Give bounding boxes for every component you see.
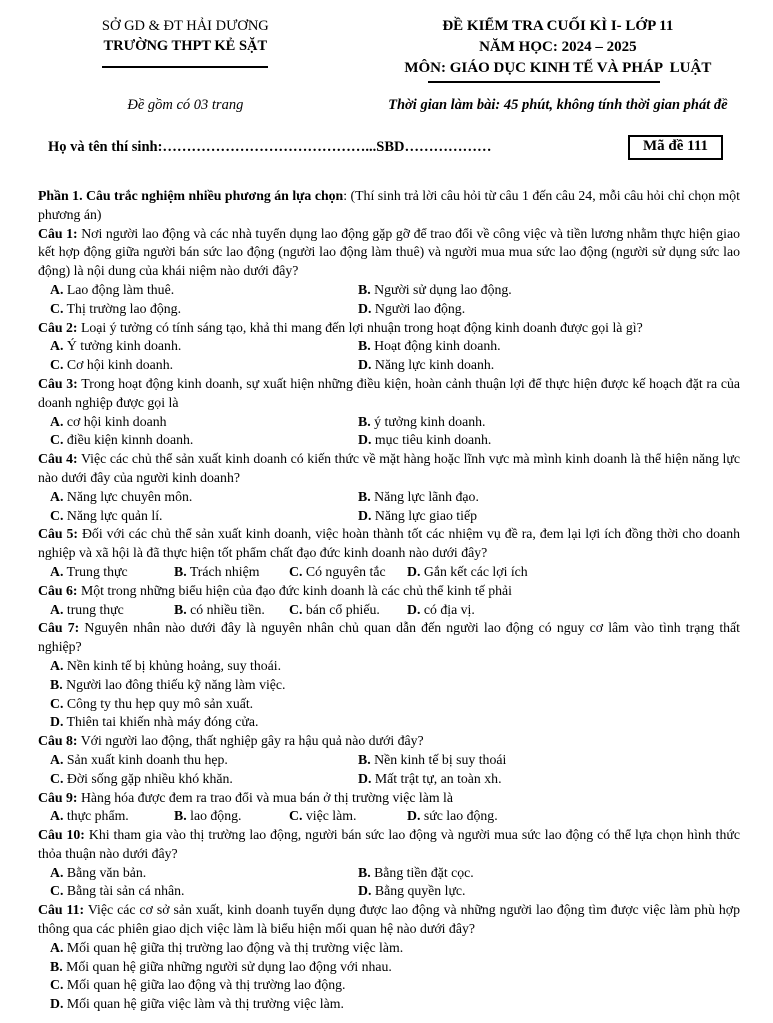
header-right-block xyxy=(357,16,759,83)
option-text: Người sử dụng lao động. xyxy=(374,281,512,297)
option-letter: B. xyxy=(358,751,371,767)
exam-body xyxy=(0,160,773,1014)
answer-options xyxy=(38,939,740,1014)
option-letter: B. xyxy=(358,413,371,429)
subject-line: MÔN: GIÁO DỤC KINH TẾ VÀ PHÁP LUẬT xyxy=(404,60,712,76)
option-letter: D. xyxy=(358,883,372,899)
option-text: Người lao đông thiếu kỹ năng làm việc. xyxy=(66,676,286,692)
option-text: Gắn kết các lợi ích xyxy=(423,563,528,579)
answer-options xyxy=(38,601,740,620)
answer-option xyxy=(358,337,740,356)
answer-option xyxy=(407,601,740,620)
option-letter: A. xyxy=(50,413,64,429)
option-text: Ý tưởng kinh doanh. xyxy=(66,338,182,354)
option-text: Mối quan hệ giữa lao động và thị trường lao động. xyxy=(66,977,346,993)
answer-option xyxy=(50,695,740,714)
answer-options xyxy=(38,563,740,582)
option-letter: D. xyxy=(407,808,421,824)
answer-option xyxy=(289,601,403,620)
option-text: Năng lực giao tiếp xyxy=(374,507,477,523)
question-paragraph xyxy=(38,732,740,751)
question-text: Trong hoạt động kinh doanh, sự xuất hiện những điều kiện, hoàn cảnh thuận lợi để thực hiện được kế hoạch đặt ra của doanh nghiệp được gọi là xyxy=(38,375,741,410)
option-text: Người lao động. xyxy=(374,300,466,316)
question xyxy=(38,375,740,450)
option-letter: D. xyxy=(407,563,421,579)
answer-option xyxy=(358,507,740,526)
option-letter: C. xyxy=(50,507,64,523)
answer-option xyxy=(50,413,354,432)
questions xyxy=(38,225,740,1014)
question xyxy=(38,225,740,319)
answer-option xyxy=(50,864,354,883)
option-text: Bằng tiền đặt cọc. xyxy=(374,864,474,880)
answer-option xyxy=(358,770,740,789)
sbd-label: SBD xyxy=(376,139,405,155)
header-divider-right xyxy=(428,81,660,83)
answer-option xyxy=(50,356,354,375)
option-letter: D. xyxy=(358,507,372,523)
answer-option xyxy=(50,281,354,300)
option-letter: A. xyxy=(50,864,64,880)
question-label: Câu 10: xyxy=(38,827,85,843)
option-letter: B. xyxy=(50,676,63,692)
option-letter: A. xyxy=(50,657,64,673)
option-letter: B. xyxy=(174,601,187,617)
question xyxy=(38,826,740,901)
answer-option xyxy=(50,563,170,582)
answer-option xyxy=(50,657,740,676)
question-label: Câu 9: xyxy=(38,789,78,805)
candidate-name-line xyxy=(48,139,492,156)
candidate-blank: ……………………………………... xyxy=(162,139,377,155)
option-letter: A. xyxy=(50,601,64,617)
option-text: Năng lực quản lí. xyxy=(66,507,163,523)
question xyxy=(38,789,740,827)
exam-title: ĐỀ KIỂM TRA CUỐI KÌ I- LỚP 11 xyxy=(442,18,674,34)
option-letter: D. xyxy=(358,357,372,373)
question-paragraph xyxy=(38,901,740,939)
option-text: sức lao động. xyxy=(423,808,498,824)
school-department: SỞ GD & ĐT HẢI DƯƠNG xyxy=(101,18,269,34)
option-letter: B. xyxy=(50,958,63,974)
option-letter: A. xyxy=(50,281,64,297)
option-letter: D. xyxy=(358,300,372,316)
answer-option xyxy=(50,882,354,901)
option-text: Có nguyên tắc xyxy=(305,563,386,579)
option-text: Nền kinh tế bị suy thoái xyxy=(374,751,507,767)
question-text: Một trong những biểu hiện của đạo đức kinh doanh là các chủ thể kinh tế phải xyxy=(80,582,512,598)
option-text: Mối quan hệ giữa thị trường lao động và thị trường việc làm. xyxy=(66,939,404,955)
answer-option xyxy=(50,939,740,958)
option-letter: B. xyxy=(358,281,371,297)
candidate-label: Họ và tên thí sinh: xyxy=(48,139,163,155)
option-letter: D. xyxy=(50,996,64,1012)
question-label: Câu 11: xyxy=(38,902,85,918)
answer-option xyxy=(50,601,170,620)
option-letter: C. xyxy=(50,977,64,993)
question xyxy=(38,525,740,581)
question xyxy=(38,732,740,788)
option-text: Thị trường lao động. xyxy=(66,300,182,316)
option-letter: C. xyxy=(50,695,64,711)
option-text: lao động. xyxy=(190,808,242,824)
option-text: Bằng tài sản cá nhân. xyxy=(66,883,185,899)
option-letter: C. xyxy=(50,357,64,373)
question-text: Với người lao động, thất nghiệp gây ra hậu quả nào dưới đây? xyxy=(80,733,424,749)
answer-option xyxy=(50,807,170,826)
answer-option xyxy=(50,300,354,319)
option-text: Đời sống gặp nhiều khó khăn. xyxy=(66,770,233,786)
question xyxy=(38,901,740,1014)
question-label: Câu 8: xyxy=(38,733,78,749)
option-text: có nhiều tiền. xyxy=(190,601,265,617)
question-paragraph xyxy=(38,582,740,601)
option-letter: B. xyxy=(358,864,371,880)
question-paragraph xyxy=(38,225,740,281)
answer-option xyxy=(358,431,740,450)
exam-header xyxy=(0,0,773,83)
answer-options xyxy=(38,413,740,451)
question-text: Đối với các chủ thể sản xuất kinh doanh, việc hoàn thành tốt các nhiệm vụ đề ra, đem lại lợi ích đồng thời cho doanh nghiệp và xã hội là đã thực hiện tốt phẩm chất đạo đức kinh doanh nào dưới đây? xyxy=(38,526,740,561)
answer-option xyxy=(50,958,740,977)
answer-option xyxy=(407,563,740,582)
question-label: Câu 3: xyxy=(38,375,78,391)
option-text: Mối quan hệ giữa những người sử dụng lao động với nhau. xyxy=(66,958,392,974)
exam-code: Mã đề 111 xyxy=(642,138,708,154)
option-text: Năng lực chuyên môn. xyxy=(66,488,193,504)
answer-option xyxy=(358,413,740,432)
answer-option xyxy=(358,751,740,770)
question-text: Việc các cơ sở sản xuất, kinh doanh tuyển dụng được lao động và những người lao động tìm được việc làm phù hợp thông qua các phiên giao dịch việc làm là biểu hiện mối quan hệ nào dưới đây? xyxy=(38,902,740,937)
option-text: bán cổ phiếu. xyxy=(305,601,380,617)
option-text: Năng lực kinh doanh. xyxy=(374,357,495,373)
question-text: Nơi người lao động và các nhà tuyển dụng lao động gặp gỡ để trao đổi về công việc và tiền lương nhằm thực hiện giao kết hợp động giữa người bán sức lao động (người lao động làm thuê) và người mua mua sức lao động (người sử dụng sức lao động) là nội dung của khái niệm nào dưới đây? xyxy=(38,225,740,279)
answer-option xyxy=(50,995,740,1014)
option-letter: D. xyxy=(50,714,64,730)
part1-heading xyxy=(38,187,740,225)
part1-heading-title: Phần 1. Câu trắc nghiệm nhiều phương án lựa chọn xyxy=(38,188,344,203)
answer-option xyxy=(358,488,740,507)
answer-option xyxy=(407,807,740,826)
question xyxy=(38,582,740,620)
option-text: Trung thực xyxy=(66,563,128,579)
option-letter: A. xyxy=(50,751,64,767)
question-paragraph xyxy=(38,789,740,808)
answer-option xyxy=(174,563,285,582)
question-label: Câu 2: xyxy=(38,319,78,335)
option-letter: A. xyxy=(50,939,64,955)
option-text: ý tưởng kinh doanh. xyxy=(374,413,486,429)
duration-note: Thời gian làm bài: 45 phút, không tính thời gian phát đề xyxy=(388,97,728,113)
option-text: cơ hội kinh doanh xyxy=(66,413,167,429)
answer-option xyxy=(358,882,740,901)
answer-options xyxy=(38,488,740,526)
answer-options xyxy=(38,864,740,902)
option-letter: C. xyxy=(289,563,303,579)
header-divider-left xyxy=(102,66,268,68)
option-letter: C. xyxy=(289,601,303,617)
answer-option xyxy=(358,281,740,300)
exam-code-box xyxy=(628,135,723,160)
answer-option xyxy=(50,431,354,450)
school-name: TRƯỜNG THPT KẺ SẶT xyxy=(103,38,268,54)
answer-option xyxy=(174,601,285,620)
answer-option xyxy=(50,337,354,356)
option-text: trung thực xyxy=(66,601,124,617)
option-text: Bằng văn bản. xyxy=(66,864,147,880)
option-text: Bằng quyền lực. xyxy=(374,883,466,899)
question-label: Câu 4: xyxy=(38,451,78,467)
answer-option xyxy=(174,807,285,826)
question-paragraph xyxy=(38,826,740,864)
answer-option xyxy=(358,356,740,375)
answer-option xyxy=(358,864,740,883)
answer-options xyxy=(38,751,740,789)
answer-option xyxy=(50,976,740,995)
option-letter: D. xyxy=(358,432,372,448)
question-paragraph xyxy=(38,619,740,657)
question xyxy=(38,319,740,375)
answer-options xyxy=(38,281,740,319)
option-text: việc làm. xyxy=(305,808,357,824)
option-text: Hoạt động kinh doanh. xyxy=(374,338,501,354)
option-text: mục tiêu kinh doanh. xyxy=(374,432,492,448)
header-left-block xyxy=(14,16,357,83)
question-label: Câu 7: xyxy=(38,620,80,636)
answer-options xyxy=(38,337,740,375)
option-text: Công ty thu hẹp quy mô sản xuất. xyxy=(66,695,254,711)
answer-option xyxy=(50,751,354,770)
question xyxy=(38,619,740,732)
option-letter: C. xyxy=(50,432,64,448)
option-letter: A. xyxy=(50,488,64,504)
option-letter: A. xyxy=(50,338,64,354)
page-count-note: Đề gồm có 03 trang xyxy=(127,97,244,113)
option-text: Sản xuất kinh doanh thu hẹp. xyxy=(66,751,228,767)
question-paragraph xyxy=(38,450,740,488)
option-text: Trách nhiệm xyxy=(189,563,260,579)
answer-option xyxy=(50,713,740,732)
question-label: Câu 6: xyxy=(38,582,78,598)
exam-subheader xyxy=(0,97,773,114)
answer-option xyxy=(50,676,740,695)
question-paragraph xyxy=(38,375,740,413)
option-letter: A. xyxy=(50,808,64,824)
option-text: Năng lực lãnh đạo. xyxy=(374,488,479,504)
part1-heading-instructions: : (Thí sinh trả lời câu hỏi từ câu 1 đến câu 24, mỗi câu hỏi chỉ chọn một phương án) xyxy=(38,188,740,222)
option-text: Mối quan hệ giữa việc làm và thị trường việc làm. xyxy=(66,996,344,1012)
option-text: có địa vị. xyxy=(423,601,475,617)
candidate-row xyxy=(0,135,773,160)
option-letter: B. xyxy=(174,808,187,824)
question-label: Câu 5: xyxy=(38,526,78,542)
question-text: Nguyên nhân nào dưới đây là nguyên nhân chủ quan dẫn đến người lao động có nguy cơ lâm vào tình trạng thất nghiệp? xyxy=(38,620,741,655)
answer-options xyxy=(38,657,740,732)
option-text: thực phẩm. xyxy=(66,808,129,824)
question-text: Việc các chủ thể sản xuất kinh doanh có kiến thức về mặt hàng hoặc lĩnh vực mà mình kinh doanh là thể hiện năng lực nào dưới đây của người kinh doanh? xyxy=(38,451,740,485)
option-letter: B. xyxy=(174,563,187,579)
school-year: NĂM HỌC: 2024 – 2025 xyxy=(479,39,637,55)
option-text: Cơ hội kinh doanh. xyxy=(66,357,174,373)
answer-option xyxy=(358,300,740,319)
option-text: Mất trật tự, an toàn xh. xyxy=(374,770,502,786)
option-letter: C. xyxy=(289,808,303,824)
option-letter: C. xyxy=(50,883,64,899)
answer-option xyxy=(289,807,403,826)
question-text: Loại ý tưởng có tính sáng tạo, khả thi mang đến lợi nhuận trong hoạt động kinh doanh được gọi là gì? xyxy=(80,319,643,335)
answer-option xyxy=(289,563,403,582)
option-text: điều kiện kinnh doanh. xyxy=(66,432,194,448)
question-text: Hàng hóa được đem ra trao đổi và mua bán ở thị trường việc làm là xyxy=(80,789,454,805)
question-text: Khi tham gia vào thị trường lao động, người bán sức lao động và người mua sức lao động có thể lựa chọn hình thức thỏa thuận nào dưới đây? xyxy=(38,827,741,861)
sbd-blank: ……………… xyxy=(404,139,492,155)
option-letter: B. xyxy=(358,488,371,504)
answer-option xyxy=(50,488,354,507)
option-letter: D. xyxy=(358,770,372,786)
option-text: Lao động làm thuê. xyxy=(66,281,175,297)
option-letter: C. xyxy=(50,300,64,316)
option-letter: C. xyxy=(50,770,64,786)
option-text: Thiên tai khiến nhà máy đóng cửa. xyxy=(66,714,259,730)
option-letter: A. xyxy=(50,563,64,579)
question-label: Câu 1: xyxy=(38,225,78,241)
question-paragraph xyxy=(38,525,740,563)
option-letter: B. xyxy=(358,338,371,354)
question-paragraph xyxy=(38,319,740,338)
answer-option xyxy=(50,770,354,789)
question xyxy=(38,450,740,525)
option-text: Nền kinh tế bị khủng hoảng, suy thoái. xyxy=(66,657,282,673)
option-letter: D. xyxy=(407,601,421,617)
answer-options xyxy=(38,807,740,826)
answer-option xyxy=(50,507,354,526)
